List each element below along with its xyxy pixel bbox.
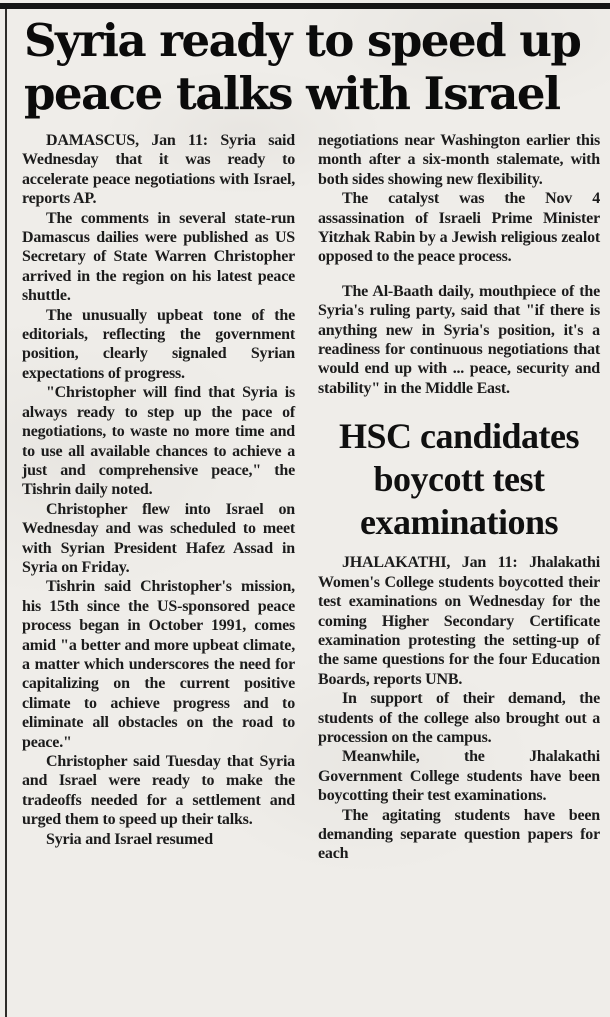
paragraph: DAMASCUS, Jan 11: Syria said Wednesday that it was ready to accelerate peace negotiations with Israel, reports AP. <box>22 132 295 208</box>
hsc-article-headline <box>318 415 600 544</box>
paragraph: Christopher flew into Israel on Wednesday and was scheduled to meet with Syrian President Hafez Assad in Syria on Friday. <box>22 500 295 576</box>
paragraph: negotiations near Washington earlier this month after a six-month stalemate, with both sides showing new flexibility. <box>318 132 600 188</box>
left-column <box>22 131 295 849</box>
paragraph: The agitating students have been demanding separate question papers for each <box>318 806 600 863</box>
paragraph: Christopher said Tuesday that Syria and Israel were ready to make the tradeoffs needed for a settlement and urged them to speed up their talks. <box>22 753 295 829</box>
paragraph: The comments in several state-run Damascus dailies were published as US Secretary of State Warren Christopher arrived in the region on his latest peace shuttle. <box>22 209 295 305</box>
paragraph: In support of their demand, the students of the college also brought out a procession on the campus. <box>318 690 600 746</box>
syria-article-headline <box>24 14 598 120</box>
paragraph: The unusually upbeat tone of the editorials, reflecting the government position, clearly signaled Syrian expectations of progress. <box>22 306 295 382</box>
left-rule-divider <box>5 9 7 1017</box>
paragraph: The Al-Baath daily, mouthpiece of the Syria's ruling party, said that "if there is anything new in Syria's position, it's a readiness for continuous negotiations that would end up with ... peace, security and stability" in the Middle East. <box>318 282 600 397</box>
headline-line: examinations <box>359 502 558 543</box>
paragraph: The catalyst was the Nov 4 assassination of Israeli Prime Minister Yitzhak Rabin by a Jewish religious zealot opposed to the peace process. <box>318 190 600 266</box>
paragraph: Tishrin said Christopher's mission, his 15th since the US-sponsored peace process began in October 1991, comes amid "a better and more upbeat climate, a matter which underscores the need for capitalizing on the current positive climate to achieve progress and to eliminate all obstacles on the road to peace." <box>22 578 295 751</box>
headline-line: boycott test <box>373 459 545 500</box>
paragraph: Syria and Israel resumed <box>46 830 213 848</box>
paragraph: JHALAKATHI, Jan 11: Jhalakathi Women's College students boycotted their test examinations on Wednesday for the coming Higher Secondary Certificate examination protesting the setting-up of the same questions for the four Education Boards, reports UNB. <box>318 554 600 688</box>
headline-line: HSC candidates <box>338 416 580 457</box>
right-column <box>318 131 600 864</box>
top-rule-divider <box>0 3 610 9</box>
paragraph: "Christopher will find that Syria is always ready to step up the pace of negotiations, to waste no more time and to use all available chances to achieve a just and comprehensive peace," the Tishrin daily noted. <box>22 384 295 499</box>
paragraph: Meanwhile, the Jhalakathi Government College students have been boycotting their test examinations. <box>318 748 600 805</box>
headline-line: Syria ready to speed up <box>24 14 581 67</box>
headline-line: peace talks with Israel <box>24 67 560 120</box>
